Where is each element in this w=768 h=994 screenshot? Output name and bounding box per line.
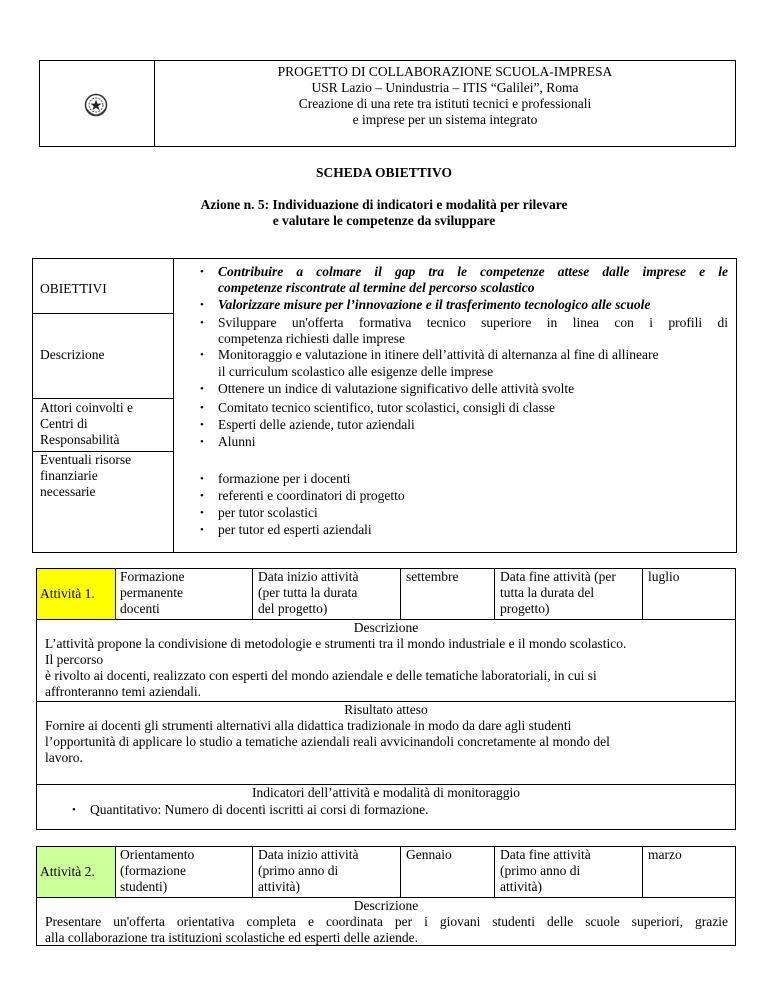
risorse-item: per tutor ed esperti aziendali: [218, 522, 372, 537]
bullet-icon: •: [200, 473, 204, 485]
descrizione-item: il curriculum scolastico alle esigenze delle imprese: [218, 364, 494, 379]
objectives-col-divider: [173, 258, 174, 553]
descrizione-item: competenza richiesti dalle imprese: [218, 331, 406, 346]
activity1-start-label: [258, 569, 358, 617]
activity2-name-line: Orientamento: [120, 847, 195, 862]
activity2-end-value: marzo: [648, 847, 682, 862]
activity1-end-label-line: tutta la durata del: [500, 585, 595, 600]
risorse-label-line: finanziarie: [40, 468, 98, 483]
col-divider: [494, 568, 495, 619]
activity1-name-line: permanente: [120, 585, 183, 600]
activity2-start-label: [258, 847, 358, 895]
row-divider: [32, 398, 173, 399]
col-divider: [252, 568, 253, 619]
obiettivo-item: competenze riscontrate al termine del percorso scolastico: [218, 280, 535, 295]
activity1-descrizione: [45, 636, 626, 700]
col-divider: [115, 846, 116, 897]
activity1-descrizione-line: affronteranno temi aziendali.: [45, 684, 202, 699]
activity1-name-line: docenti: [120, 601, 160, 616]
descrizione-label: Descrizione: [40, 347, 105, 362]
activity1-start-value: settembre: [406, 569, 459, 584]
activity1-descrizione-line: L’attività propone la condivisione di metodologie e strumenti tra il mondo industriale e il mondo scolastico.: [45, 636, 627, 651]
bullet-icon: •: [72, 804, 76, 816]
bullet-icon: •: [200, 317, 204, 329]
attori-label-line: Centri di: [40, 416, 88, 431]
obiettivi-label: OBIETTIVI: [40, 281, 107, 296]
col-divider: [642, 846, 643, 897]
activity1-end-label-line: Data fine attività (per: [500, 569, 616, 584]
bullet-icon: •: [200, 419, 204, 431]
activity1-risultato-line: l’opportunità di applicare lo studio a tematiche aziendali reali avvicinandoli concretamente al mondo del: [45, 734, 610, 749]
attori-label-line: Responsabilità: [40, 432, 120, 447]
bullet-icon: •: [200, 436, 204, 448]
activity2-start-label-line: Data inizio attività: [258, 847, 359, 862]
attori-item: Comitato tecnico scientifico, tutor scolastici, consigli di classe: [218, 400, 556, 415]
activity2-descrizione-heading: Descrizione: [353, 898, 419, 913]
activity1-descrizione-heading: Descrizione: [353, 620, 419, 635]
activity1-name-line: Formazione: [120, 569, 185, 584]
bullet-icon: •: [200, 524, 204, 536]
obiettivo-item: Valorizzare misure per l’innovazione e il trasferimento tecnologico alle scuole: [218, 297, 651, 312]
activity1-end-label: [500, 569, 616, 617]
col-divider: [252, 846, 253, 897]
bullet-icon: •: [200, 402, 204, 414]
col-divider: [115, 568, 116, 619]
bullet-icon: •: [200, 507, 204, 519]
activity1-indicatori-heading: Indicatori dell’attività e modalità di monitoraggio: [251, 785, 521, 800]
col-divider: [400, 846, 401, 897]
col-divider: [400, 568, 401, 619]
activity1-start-label-line: (per tutta la durata: [258, 585, 358, 600]
bullet-icon: •: [200, 299, 204, 311]
obiettivo-item: Contribuire a colmare il gap tra le competenze attese dalle imprese e le: [218, 264, 728, 279]
activity2-name: [120, 847, 194, 895]
header-text: [154, 64, 736, 128]
attori-label-line: Attori coinvolti e: [40, 400, 133, 415]
activity2-start-label-line: attività): [258, 879, 300, 894]
activity1-start-label-line: del progetto): [258, 601, 328, 616]
activity2-label: Attività 2.: [40, 864, 95, 879]
descrizione-item: Sviluppare un'offerta formativa tecnico superiore in linea con i profili di: [218, 315, 728, 330]
activity1-risultato: [45, 718, 610, 766]
activity1-start-label-line: Data inizio attività: [258, 569, 359, 584]
activity1-end-value: luglio: [648, 569, 680, 584]
bullet-icon: •: [200, 349, 204, 361]
risorse-label-line: necessarie: [40, 484, 96, 499]
activity1-risultato-heading: Risultato atteso: [344, 702, 428, 717]
risorse-item: per tutor scolastici: [218, 505, 318, 520]
subtitle-line: e valutare le competenze da sviluppare: [272, 213, 496, 228]
activity2-name-line: (formazione: [120, 863, 186, 878]
activity2-end-label-line: attività): [500, 879, 542, 894]
activity2-end-label: [500, 847, 591, 895]
descrizione-item: Ottenere un indice di valutazione significativo delle attività svolte: [218, 381, 575, 396]
attori-item: Alunni: [218, 434, 256, 449]
activity2-end-label-line: (primo anno di: [500, 863, 581, 878]
activity1-risultato-line: Fornire ai docenti gli strumenti alternativi alla didattica tradizionale in modo da dare agli studenti: [45, 718, 572, 733]
risorse-label: [40, 452, 131, 500]
bullet-icon: •: [200, 490, 204, 502]
activity1-end-label-line: progetto): [500, 601, 550, 616]
subtitle: [0, 197, 768, 229]
activity1-label: Attività 1.: [40, 586, 95, 601]
attori-item: Esperti delle aziende, tutor aziendali: [218, 417, 415, 432]
activity2-start-label-line: (primo anno di: [258, 863, 339, 878]
row-divider: [32, 313, 173, 314]
subtitle-line: Azione n. 5: Individuazione di indicatori e modalità per rilevare: [200, 197, 568, 212]
bullet-icon: •: [200, 383, 204, 395]
header-line: e imprese per un sistema integrato: [352, 112, 538, 127]
activity1-descrizione-line: Il percorso: [45, 652, 104, 667]
col-divider: [642, 568, 643, 619]
risorse-label-line: Eventuali risorse: [40, 452, 132, 467]
activity2-end-label-line: Data fine attività: [500, 847, 591, 862]
activity2-descrizione-line: alla collaborazione tra istituzioni scolastiche ed esperti delle aziende.: [45, 930, 418, 945]
risorse-item: formazione per i docenti: [218, 471, 351, 486]
activity1-risultato-line: lavoro.: [45, 750, 83, 765]
activity1-indicatori-item: Quantitativo: Numero di docenti iscritti ai corsi di formazione.: [90, 802, 429, 817]
page-title: SCHEDA OBIETTIVO: [316, 165, 452, 180]
col-divider: [494, 846, 495, 897]
header-line: PROGETTO DI COLLABORAZIONE SCUOLA-IMPRESA: [277, 64, 613, 79]
republic-emblem-icon: [84, 93, 108, 117]
activity2-descrizione-line: Presentare un'offerta orientativa completa e coordinata per i giovani studenti delle scuole superiori, grazie: [45, 914, 728, 929]
attori-label: [40, 400, 133, 448]
descrizione-item: Monitoraggio e valutazione in itinere dell’attività di alternanza al fine di allineare: [218, 347, 659, 362]
header-line: USR Lazio – Unindustria – ITIS “Galilei”, Roma: [311, 80, 579, 95]
activity2-descrizione: [45, 914, 728, 946]
header-line: Creazione di una rete tra istituti tecnici e professionali: [298, 96, 592, 111]
activity2-name-line: studenti): [120, 879, 168, 894]
activity2-start-value: Gennaio: [406, 847, 452, 862]
bullet-icon: •: [200, 266, 204, 278]
risorse-item: referenti e coordinatori di progetto: [218, 488, 405, 503]
activity1-name: [120, 569, 184, 617]
activity1-descrizione-line: è rivolto ai docenti, realizzato con esperti del mondo aziendale e delle tematiche laboratoriali, in cui si: [45, 668, 597, 683]
